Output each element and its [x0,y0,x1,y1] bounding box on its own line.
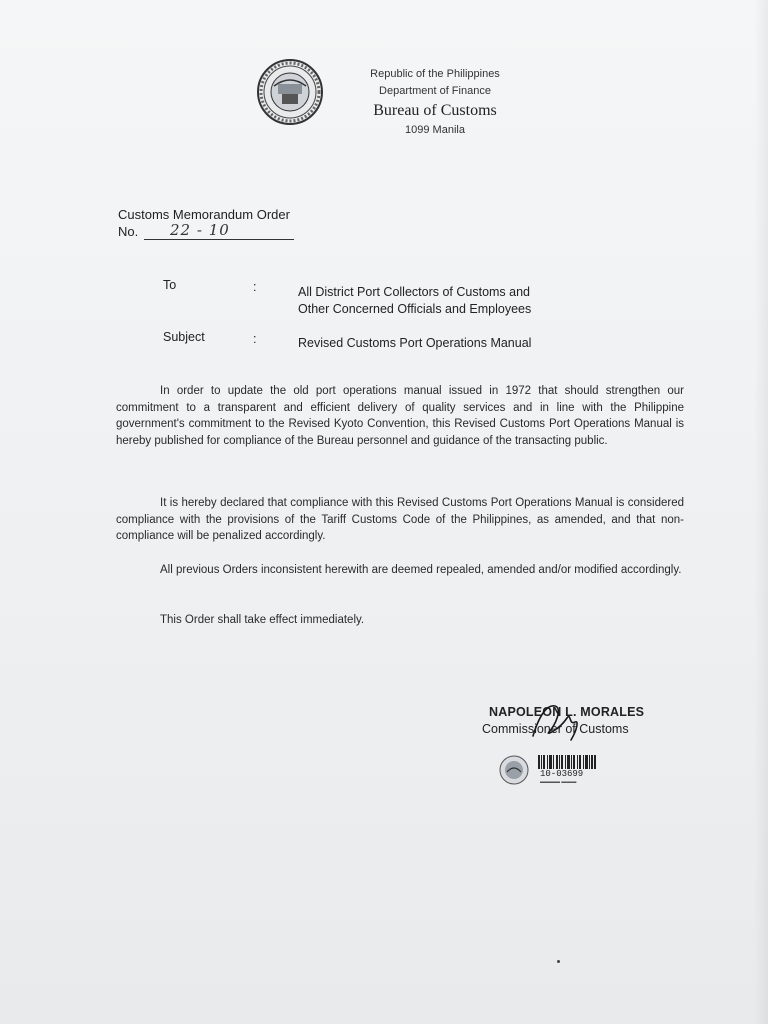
body-paragraph-1: In order to update the old port operations manual issued in 1972 that should strengthen our commitment to a transparent and efficient delivery of quality services and in line with the Philippine government's commitment to the Revised Kyoto Convention, this Revised Customs Port Operations Manual is hereby published for compliance of the Bureau personnel and guidance of the transacting public. [116,385,684,447]
subject-value: Revised Customs Port Operations Manual [298,336,532,350]
memo-number-label: No. [118,224,139,239]
letterhead-department: Department of Finance [379,85,491,97]
stamp-seal-icon [498,754,530,786]
page-speck [557,960,560,963]
bureau-seal-icon [256,58,324,126]
to-colon: : [253,280,257,294]
to-recipients-line2: Other Concerned Officials and Employees [298,302,532,316]
barcode-caption-scribble: ▬▬▬▬ ▬▬▬ [540,779,577,785]
handwritten-signature [525,696,585,746]
page-edge-shadow [754,0,768,1024]
to-recipients-line1: All District Port Collectors of Customs and [298,285,531,299]
body-paragraph-4: This Order shall take effect immediately. [160,614,365,626]
signatory-name: NAPOLEON L. MORALES [489,705,645,719]
memo-number-underline [144,239,294,240]
barcode-number: 10-03699 [540,769,584,779]
subject-label: Subject [163,330,205,344]
memo-number-handwritten: 22 - 10 [170,221,230,239]
to-label: To [163,278,177,292]
memo-title: Customs Memorandum Order [118,207,290,222]
letterhead [340,66,530,139]
subject-colon: : [253,332,257,346]
body-paragraph-2: It is hereby declared that compliance with this Revised Customs Port Operations Manual is considered compliance with the provisions of the Tariff Customs Code of the Philippines, as amended, and that non-compliance will be penalized accordingly. [116,497,684,542]
letterhead-bureau: Bureau of Customs [373,102,497,119]
letterhead-republic: Republic of the Philippines [370,68,500,80]
signatory-title: Commissioner of Customs [482,722,629,736]
barcode-icon [538,755,596,769]
body-paragraph-3: All previous Orders inconsistent herewith are deemed repealed, amended and/or modified accordingly. [160,564,682,576]
letterhead-address: 1099 Manila [405,124,465,136]
